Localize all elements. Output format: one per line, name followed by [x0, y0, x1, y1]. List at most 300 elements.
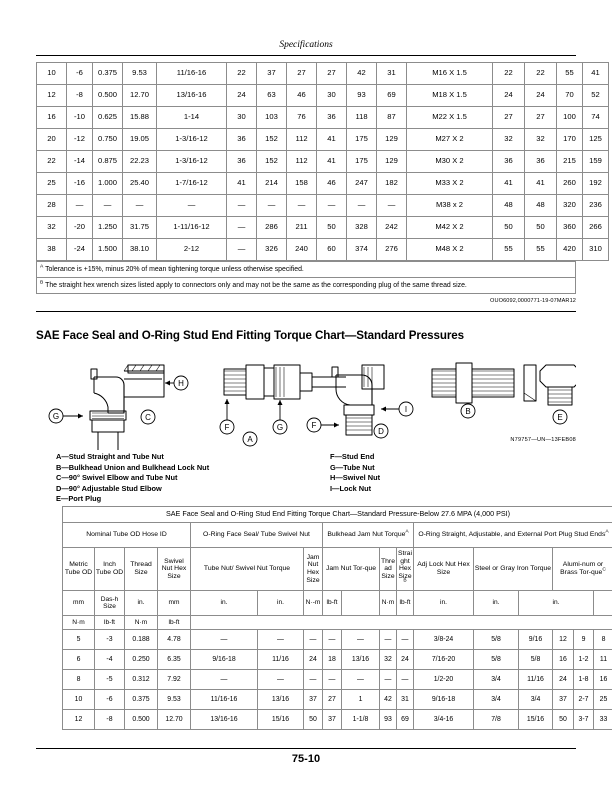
- table-row: [37, 173, 609, 195]
- table-cell: —: [342, 630, 380, 650]
- table-cell: —: [342, 670, 380, 690]
- callout-c: C: [145, 413, 151, 422]
- unit-cell: lb-ft: [158, 616, 191, 630]
- table-cell: 100: [557, 107, 583, 129]
- table-cell: 129: [377, 129, 407, 151]
- table-cell: 19.05: [123, 129, 157, 151]
- table-cell: 3-7: [574, 710, 594, 730]
- table-cell: 55: [525, 239, 557, 261]
- table-cell: 320: [557, 195, 583, 217]
- column-header: Swivel Nut Hex Size: [158, 548, 191, 591]
- running-head: Specifications: [279, 40, 333, 50]
- document-identifier: OUO6092,0000771-19-07MAR12: [490, 298, 576, 304]
- table-cell: 3/8-24: [414, 630, 474, 650]
- table-cell: —: [258, 630, 304, 650]
- table-cell: 4.78: [158, 630, 191, 650]
- table-cell: —: [157, 195, 227, 217]
- table-cell: 0.375: [93, 63, 123, 85]
- table-cell: -3: [95, 630, 125, 650]
- table-cell: M18 X 1.5: [407, 85, 493, 107]
- table-cell: 12.70: [123, 85, 157, 107]
- table-cell: 276: [377, 239, 407, 261]
- table-cell: 76: [287, 107, 317, 129]
- table-cell: 10: [63, 690, 95, 710]
- callout-a: A: [247, 435, 253, 444]
- table-cell: —: [304, 630, 323, 650]
- table-cell: 55: [493, 239, 525, 261]
- legend-item-3: I—Lock Nut: [330, 483, 372, 493]
- table-cell: 22: [37, 151, 67, 173]
- table-cell: -16: [67, 173, 93, 195]
- table-cell: 22: [493, 63, 525, 85]
- table-cell: 3/4: [474, 690, 519, 710]
- table-row: [63, 690, 612, 710]
- table-cell: -6: [95, 690, 125, 710]
- table-cell: 50: [304, 710, 323, 730]
- table-cell: 37: [553, 690, 574, 710]
- group-header: O-Ring Straight, Adjustable, and External Port Plug Stud Ends$^A$: [414, 523, 612, 548]
- table-cell: —: [380, 670, 397, 690]
- table-cell: 22: [227, 63, 257, 85]
- table-cell: —: [123, 195, 157, 217]
- group-header: Bulkhead Jam Nut Torque$^A$: [323, 523, 414, 548]
- column-header: Steel or Gray Iron Torque: [474, 548, 553, 591]
- table-cell: 1: [342, 690, 380, 710]
- unit-cell: mm: [63, 591, 95, 616]
- table-cell: 12: [37, 85, 67, 107]
- table-cell: 214: [257, 173, 287, 195]
- table-cell: —: [258, 670, 304, 690]
- footnote-row-b: [37, 278, 576, 294]
- table-cell: 0.312: [125, 670, 158, 690]
- table-cell: 24: [553, 670, 574, 690]
- table-cell: 266: [583, 217, 609, 239]
- unit-row-secondary: [63, 616, 612, 630]
- table-cell: 247: [347, 173, 377, 195]
- column-header: Straight Hex Size$^B$: [397, 548, 414, 591]
- unit-cell: in.: [414, 591, 474, 616]
- table-cell: 12: [553, 630, 574, 650]
- table-cell: 28: [37, 195, 67, 217]
- table-cell: —: [323, 630, 342, 650]
- top-torque-table-container: [36, 62, 602, 294]
- table-cell: 3/4: [474, 670, 519, 690]
- legend-item-1: G—Tube Nut: [330, 462, 375, 472]
- legend-item-4: E—Port Plug: [56, 494, 102, 504]
- table-cell: 5/8: [519, 650, 553, 670]
- table-cell: 18: [323, 650, 342, 670]
- table-cell: 1.500: [93, 239, 123, 261]
- callout-g-left: G: [52, 412, 60, 421]
- table-cell: 36: [317, 107, 347, 129]
- table-cell: 192: [583, 173, 609, 195]
- table-cell: -6: [67, 63, 93, 85]
- table-cell: 1-2: [574, 650, 594, 670]
- column-header: Inch Tube OD: [95, 548, 125, 591]
- table-cell: 242: [377, 217, 407, 239]
- unit-cell: in.: [125, 591, 158, 616]
- table-cell: M42 X 2: [407, 217, 493, 239]
- table-cell: 55: [557, 63, 583, 85]
- table-cell: 37: [304, 690, 323, 710]
- table-cell: 87: [377, 107, 407, 129]
- callout-f-left: F: [224, 423, 230, 432]
- table-cell: 1-8: [574, 670, 594, 690]
- unit-cell-blank: [191, 616, 612, 630]
- table-cell: 27: [317, 63, 347, 85]
- table-cell: 6: [63, 650, 95, 670]
- table-cell: 15/16: [519, 710, 553, 730]
- figure-legend-left: [56, 452, 209, 505]
- table-cell: 38.10: [123, 239, 157, 261]
- table-cell: 9/16-18: [191, 650, 258, 670]
- table-cell: 1-7/16-12: [157, 173, 227, 195]
- table-cell: 1-3/16-12: [157, 129, 227, 151]
- table-cell: 37: [323, 710, 342, 730]
- table-row: [63, 650, 612, 670]
- legend-item-2: H—Swivel Nut: [330, 473, 381, 483]
- table-cell: 24: [525, 85, 557, 107]
- table-cell: —: [397, 630, 414, 650]
- table-cell: 129: [377, 151, 407, 173]
- table-cell: 0.375: [125, 690, 158, 710]
- footnote-b-text: The straight hex wrench sizes listed apply to connectors only and may not be the same as the corresponding plug of the same thread size.: [45, 281, 467, 289]
- column-header: Thread Size: [380, 548, 397, 591]
- table-cell: 112: [287, 151, 317, 173]
- table-cell: 41: [227, 173, 257, 195]
- column-header: Thread Size: [125, 548, 158, 591]
- table-row: [37, 239, 609, 261]
- unit-cell: in.: [258, 591, 304, 616]
- table-cell: 36: [493, 151, 525, 173]
- table-cell: 25.40: [123, 173, 157, 195]
- table-cell: 32: [493, 129, 525, 151]
- table-cell: 1-1/8: [342, 710, 380, 730]
- table-cell: 2-7: [574, 690, 594, 710]
- table-cell: 5: [63, 630, 95, 650]
- table-cell: —: [397, 670, 414, 690]
- table-cell: —: [191, 670, 258, 690]
- table-cell: 63: [257, 85, 287, 107]
- table-cell: 20: [37, 129, 67, 151]
- callout-h: H: [178, 379, 184, 388]
- table-cell: 420: [557, 239, 583, 261]
- table-row: [63, 630, 612, 650]
- table-cell: 215: [557, 151, 583, 173]
- table-cell: 9.53: [158, 690, 191, 710]
- table-cell: 50: [553, 710, 574, 730]
- unit-cell: N·m: [125, 616, 158, 630]
- table-cell: 10: [37, 63, 67, 85]
- table-row: [37, 107, 609, 129]
- table-cell: —: [380, 630, 397, 650]
- table-cell: 24: [304, 650, 323, 670]
- figure-legend-right: [330, 452, 380, 494]
- table-cell: —: [304, 670, 323, 690]
- table-cell: 236: [583, 195, 609, 217]
- table-cell: 12: [63, 710, 95, 730]
- footnote-a-text: Tolerance is +15%, minus 20% of mean tightening torque unless otherwise specified.: [45, 265, 304, 273]
- group-header: Nominal Tube OD Hose ID: [63, 523, 191, 548]
- table-cell: 41: [493, 173, 525, 195]
- legend-item-0: F—Stud End: [330, 452, 375, 461]
- footnote-b: [37, 278, 576, 294]
- table-cell: M16 X 1.5: [407, 63, 493, 85]
- fitting-illustration: [36, 355, 576, 450]
- callout-d: D: [378, 427, 384, 436]
- column-header-row: [63, 548, 612, 591]
- column-header: Metric Tube OD: [63, 548, 95, 591]
- table-cell: 22.23: [123, 151, 157, 173]
- table-cell: 1-14: [157, 107, 227, 129]
- table-cell: 32: [380, 650, 397, 670]
- table-cell: 11/16-16: [157, 63, 227, 85]
- unit-cell: N·m: [63, 616, 95, 630]
- table-cell: 170: [557, 129, 583, 151]
- table-cell: 260: [557, 173, 583, 195]
- table-cell: 48: [525, 195, 557, 217]
- table-row: [37, 217, 609, 239]
- unit-cell: lb-ft: [95, 616, 125, 630]
- callout-b: B: [465, 407, 471, 416]
- table-cell: 25: [594, 690, 612, 710]
- table-cell: 32: [525, 129, 557, 151]
- table-cell: 8: [63, 670, 95, 690]
- table-cell: 374: [347, 239, 377, 261]
- page-number: 75-10: [291, 753, 321, 765]
- table-cell: 0.625: [93, 107, 123, 129]
- table-row: [37, 195, 609, 217]
- table-cell: 30: [317, 85, 347, 107]
- footnote-a-marker: A: [40, 264, 44, 270]
- section-title: SAE Face Seal and O-Ring Stud End Fitting Torque Chart—Standard Pressures: [36, 329, 464, 342]
- table-cell: 24: [227, 85, 257, 107]
- table-cell: 175: [347, 151, 377, 173]
- table-row: [63, 710, 612, 730]
- table-cell: -8: [67, 85, 93, 107]
- table-cell: 103: [257, 107, 287, 129]
- table-cell: 15.88: [123, 107, 157, 129]
- table-cell: 158: [287, 173, 317, 195]
- table-cell: M22 X 1.5: [407, 107, 493, 129]
- top-table-footnotes: [36, 261, 576, 294]
- table-cell: 9/16-18: [414, 690, 474, 710]
- table-cell: 30: [227, 107, 257, 129]
- table-cell: 240: [287, 239, 317, 261]
- callout-e: E: [557, 413, 563, 422]
- table-cell: 38: [37, 239, 67, 261]
- table-cell: 286: [257, 217, 287, 239]
- table-cell: 182: [377, 173, 407, 195]
- table-cell: —: [227, 217, 257, 239]
- table-cell: 0.875: [93, 151, 123, 173]
- table-cell: 3/4-16: [414, 710, 474, 730]
- unit-cell: lb-ft: [397, 591, 414, 616]
- table-cell: 175: [347, 129, 377, 151]
- legend-item-3: D—90° Adjustable Stud Elbow: [56, 483, 162, 493]
- table-cell: 13/16: [258, 690, 304, 710]
- unit-cell: N·-m: [304, 591, 323, 616]
- table-cell: 60: [317, 239, 347, 261]
- table-cell: —: [347, 195, 377, 217]
- callout-g-right: G: [276, 423, 284, 432]
- table-cell: 0.250: [125, 650, 158, 670]
- table-cell: 46: [317, 173, 347, 195]
- group-header: O-Ring Face Seal/ Tube Swivel Nut: [191, 523, 323, 548]
- table-cell: 11/16: [519, 670, 553, 690]
- table-cell: 13/16-16: [191, 710, 258, 730]
- footnote-b-marker: B: [40, 280, 44, 286]
- table-cell: 42: [347, 63, 377, 85]
- table-cell: 70: [557, 85, 583, 107]
- table-cell: 9.53: [123, 63, 157, 85]
- figure-identifier: N79757—UN—13FEB08: [510, 437, 576, 443]
- table-cell: 12.70: [158, 710, 191, 730]
- table-cell: 46: [287, 85, 317, 107]
- column-header: Adj Lock Nut Hex Size: [414, 548, 474, 591]
- table-cell: 41: [525, 173, 557, 195]
- table-cell: M27 X 2: [407, 129, 493, 151]
- table-cell: 5/8: [474, 630, 519, 650]
- table-cell: 25: [37, 173, 67, 195]
- table-cell: 16: [553, 650, 574, 670]
- table-title-row: [63, 507, 612, 523]
- table-cell: 7.92: [158, 670, 191, 690]
- unit-cell: in.: [474, 591, 519, 616]
- table-cell: 27: [287, 63, 317, 85]
- table-cell: M30 X 2: [407, 151, 493, 173]
- table-cell: -14: [67, 151, 93, 173]
- table-cell: 27: [323, 690, 342, 710]
- table-cell: —: [227, 195, 257, 217]
- table-cell: 152: [257, 129, 287, 151]
- table-cell: 6.35: [158, 650, 191, 670]
- table-cell: 8: [594, 630, 612, 650]
- table-cell: 7/8: [474, 710, 519, 730]
- table-cell: -10: [67, 107, 93, 129]
- table-cell: M33 X 2: [407, 173, 493, 195]
- table-cell: 42: [380, 690, 397, 710]
- table-cell: 1.250: [93, 217, 123, 239]
- table-cell: 13/16: [342, 650, 380, 670]
- table-cell: 211: [287, 217, 317, 239]
- table-cell: 3/4: [519, 690, 553, 710]
- unit-cell: N·m: [380, 591, 397, 616]
- table-row: [37, 151, 609, 173]
- table-cell: -8: [95, 710, 125, 730]
- table-cell: —: [191, 630, 258, 650]
- table-cell: 0.188: [125, 630, 158, 650]
- callout-i: I: [404, 405, 408, 414]
- table-cell: 0.500: [93, 85, 123, 107]
- footnote-row-a: [37, 262, 576, 278]
- column-header: Jam Nut Tor-que: [323, 548, 380, 591]
- unit-cell: in.: [519, 591, 594, 616]
- footer-rule: [36, 748, 576, 749]
- table-cell: 50: [493, 217, 525, 239]
- table-cell: —: [93, 195, 123, 217]
- table-cell: 31: [397, 690, 414, 710]
- table-row: [37, 129, 609, 151]
- table-cell: 93: [380, 710, 397, 730]
- table-cell: 27: [493, 107, 525, 129]
- table-cell: 13/16-16: [157, 85, 227, 107]
- table-cell: 9/16: [519, 630, 553, 650]
- table-cell: 33: [594, 710, 612, 730]
- table-cell: 2-12: [157, 239, 227, 261]
- table-cell: 69: [377, 85, 407, 107]
- bottom-torque-table-container: [62, 506, 609, 730]
- table-cell: 9: [574, 630, 594, 650]
- table-cell: 36: [227, 129, 257, 151]
- table-cell: 16: [594, 670, 612, 690]
- callout-f-right: F: [311, 421, 317, 430]
- unit-cell: Das-h Size: [95, 591, 125, 616]
- table-cell: 16: [37, 107, 67, 129]
- table-cell: 27: [525, 107, 557, 129]
- table-cell: 1.000: [93, 173, 123, 195]
- table-row: [37, 85, 609, 107]
- table-cell: M38 x 2: [407, 195, 493, 217]
- table-cell: 52: [583, 85, 609, 107]
- group-header-row: [63, 523, 612, 548]
- table-cell: 310: [583, 239, 609, 261]
- table-cell: 1/2-20: [414, 670, 474, 690]
- table-cell: 24: [493, 85, 525, 107]
- table-cell: —: [323, 670, 342, 690]
- table-cell: —: [377, 195, 407, 217]
- column-header: Alumi-num or Brass Tor-que$^C$: [553, 548, 612, 591]
- table-cell: 50: [525, 217, 557, 239]
- legend-item-0: A—Stud Straight and Tube Nut: [56, 452, 164, 461]
- table-cell: —: [67, 195, 93, 217]
- unit-cell: mm: [158, 591, 191, 616]
- legend-item-1: B—Bulkhead Union and Bulkhead Lock Nut: [56, 462, 210, 472]
- table-row: [63, 670, 612, 690]
- table-cell: 36: [227, 151, 257, 173]
- table-cell: 31: [377, 63, 407, 85]
- table-cell: -12: [67, 129, 93, 151]
- table-cell: -20: [67, 217, 93, 239]
- table-cell: 1-3/16-12: [157, 151, 227, 173]
- table-cell: 50: [317, 217, 347, 239]
- bottom-torque-table: [62, 506, 612, 730]
- footnote-a: [37, 262, 576, 278]
- footnote-marker: A: [605, 529, 609, 535]
- table-cell: 159: [583, 151, 609, 173]
- table-cell: —: [317, 195, 347, 217]
- table-cell: 93: [347, 85, 377, 107]
- table-cell: 118: [347, 107, 377, 129]
- column-header: Jam Nut Hex Size: [304, 548, 323, 591]
- table-cell: 37: [257, 63, 287, 85]
- table-cell: 69: [397, 710, 414, 730]
- table-cell: 41: [317, 129, 347, 151]
- table-row: [37, 63, 609, 85]
- unit-cell: lb-ft: [323, 591, 342, 616]
- table-cell: -4: [95, 650, 125, 670]
- legend-item-2: C—90° Swivel Elbow and Tube Nut: [56, 473, 178, 483]
- table-cell: 36: [525, 151, 557, 173]
- table-cell: -5: [95, 670, 125, 690]
- table-cell: 0.750: [93, 129, 123, 151]
- table-cell: 15/16: [258, 710, 304, 730]
- table-cell: 11/16: [258, 650, 304, 670]
- column-header: Tube Nut/ Swivel Nut Torque: [191, 548, 304, 591]
- table-cell: 112: [287, 129, 317, 151]
- footnote-marker: A: [405, 529, 409, 535]
- table-cell: 24: [397, 650, 414, 670]
